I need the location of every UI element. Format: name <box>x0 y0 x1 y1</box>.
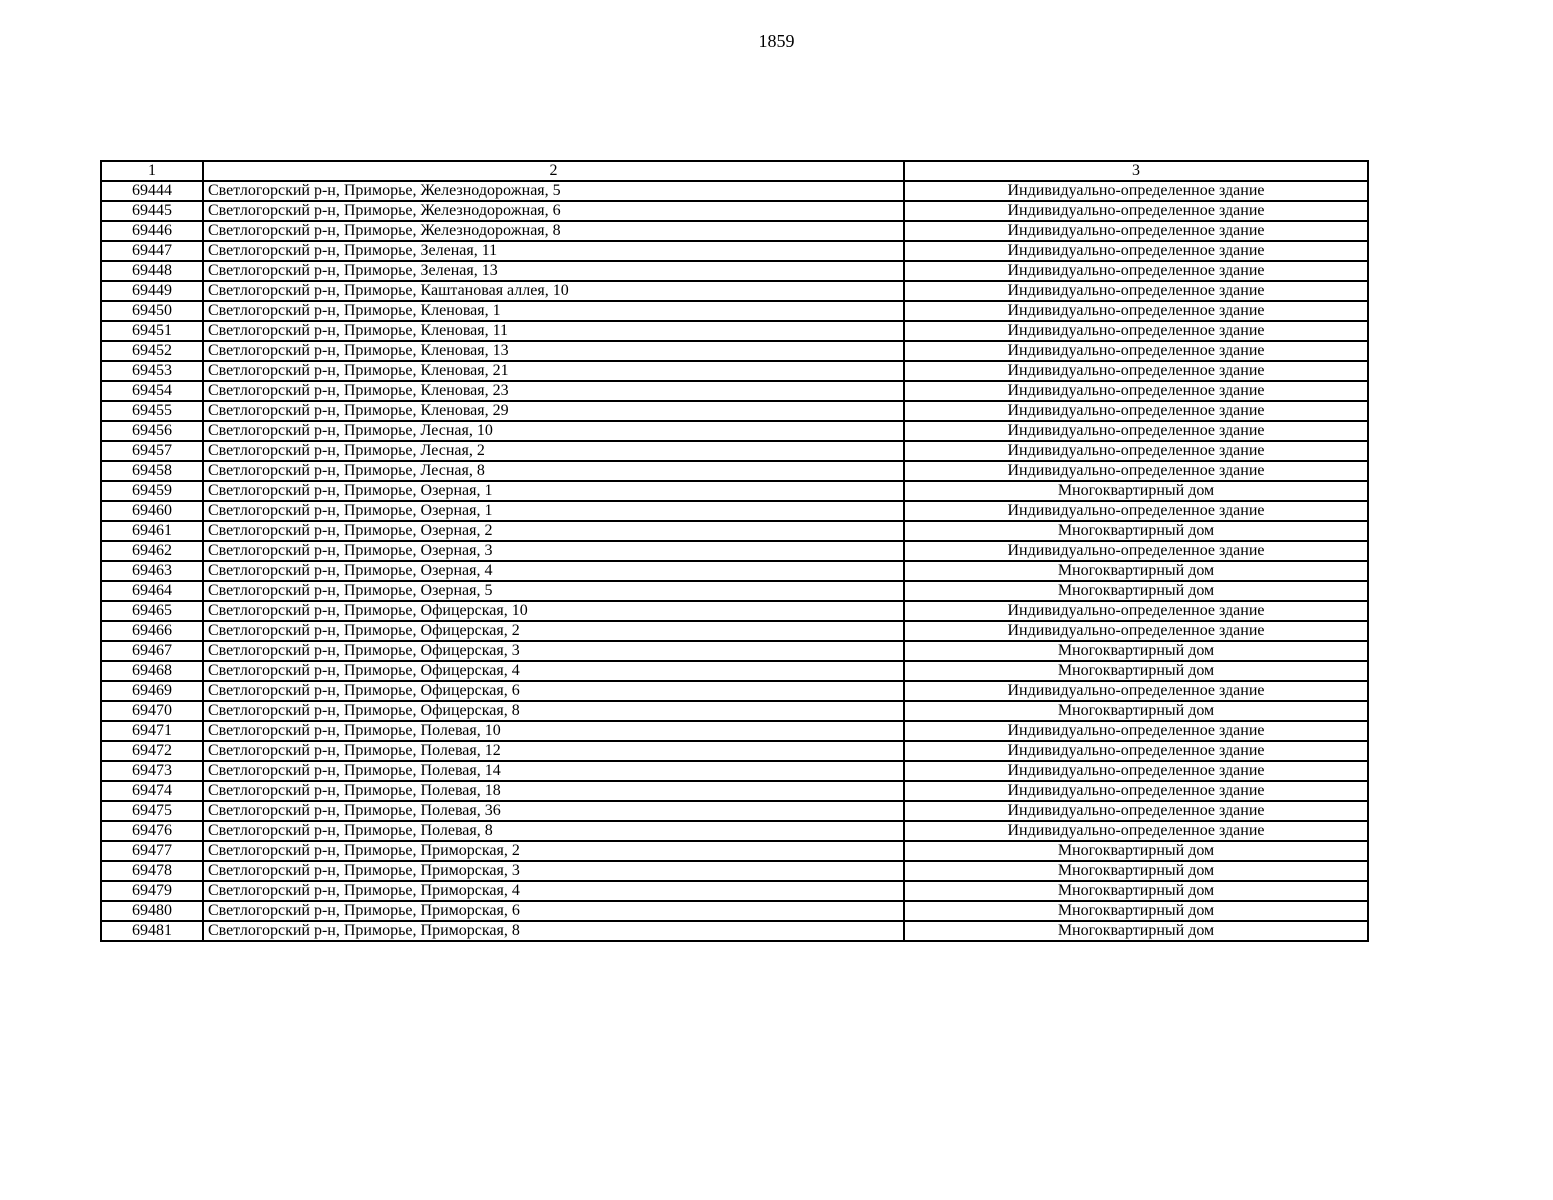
object-type-cell: Индивидуально-определенное здание <box>904 501 1368 521</box>
page-number: 1859 <box>758 31 795 51</box>
object-type-cell: Многоквартирный дом <box>904 581 1368 601</box>
object-type-cell: Индивидуально-определенное здание <box>904 681 1368 701</box>
row-number-cell: 69459 <box>101 481 203 501</box>
table-row <box>101 581 1368 601</box>
row-number-cell: 69448 <box>101 261 203 281</box>
object-type-cell: Индивидуально-определенное здание <box>904 601 1368 621</box>
table-row <box>101 261 1368 281</box>
object-type-cell: Многоквартирный дом <box>904 701 1368 721</box>
table-row <box>101 181 1368 201</box>
registry-table <box>100 160 1369 942</box>
row-number-cell: 69480 <box>101 901 203 921</box>
table-row <box>101 281 1368 301</box>
row-number-cell: 69466 <box>101 621 203 641</box>
object-type-cell: Индивидуально-определенное здание <box>904 821 1368 841</box>
object-type-cell: Индивидуально-определенное здание <box>904 621 1368 641</box>
table-row <box>101 761 1368 781</box>
address-cell: Светлогорский р-н, Приморье, Зеленая, 13 <box>203 261 904 281</box>
column-header-2: 2 <box>203 161 904 181</box>
row-number-cell: 69460 <box>101 501 203 521</box>
address-cell: Светлогорский р-н, Приморье, Офицерская, 4 <box>203 661 904 681</box>
address-cell: Светлогорский р-н, Приморье, Кленовая, 29 <box>203 401 904 421</box>
row-number-cell: 69472 <box>101 741 203 761</box>
row-number-cell: 69468 <box>101 661 203 681</box>
object-type-cell: Индивидуально-определенное здание <box>904 801 1368 821</box>
address-cell: Светлогорский р-н, Приморье, Полевая, 8 <box>203 821 904 841</box>
table-row <box>101 821 1368 841</box>
object-type-cell: Многоквартирный дом <box>904 481 1368 501</box>
object-type-cell: Индивидуально-определенное здание <box>904 241 1368 261</box>
table-row <box>101 901 1368 921</box>
row-number-cell: 69451 <box>101 321 203 341</box>
address-cell: Светлогорский р-н, Приморье, Озерная, 3 <box>203 541 904 561</box>
row-number-cell: 69467 <box>101 641 203 661</box>
row-number-cell: 69478 <box>101 861 203 881</box>
row-number-cell: 69474 <box>101 781 203 801</box>
row-number-cell: 69479 <box>101 881 203 901</box>
table-row <box>101 441 1368 461</box>
row-number-cell: 69452 <box>101 341 203 361</box>
object-type-cell: Многоквартирный дом <box>904 561 1368 581</box>
row-number-cell: 69455 <box>101 401 203 421</box>
address-cell: Светлогорский р-н, Приморье, Офицерская, 10 <box>203 601 904 621</box>
table-row <box>101 301 1368 321</box>
row-number-cell: 69469 <box>101 681 203 701</box>
object-type-cell: Индивидуально-определенное здание <box>904 261 1368 281</box>
table-row <box>101 321 1368 341</box>
row-number-cell: 69464 <box>101 581 203 601</box>
table-row <box>101 461 1368 481</box>
table-row <box>101 541 1368 561</box>
address-cell: Светлогорский р-н, Приморье, Кленовая, 21 <box>203 361 904 381</box>
row-number-cell: 69476 <box>101 821 203 841</box>
row-number-cell: 69449 <box>101 281 203 301</box>
table-row <box>101 861 1368 881</box>
address-cell: Светлогорский р-н, Приморье, Озерная, 1 <box>203 501 904 521</box>
table-row <box>101 601 1368 621</box>
row-number-cell: 69471 <box>101 721 203 741</box>
row-number-cell: 69470 <box>101 701 203 721</box>
table-row <box>101 801 1368 821</box>
column-header-1: 1 <box>101 161 203 181</box>
address-cell: Светлогорский р-н, Приморье, Полевая, 10 <box>203 721 904 741</box>
row-number-cell: 69454 <box>101 381 203 401</box>
row-number-cell: 69481 <box>101 921 203 941</box>
address-cell: Светлогорский р-н, Приморье, Полевая, 18 <box>203 781 904 801</box>
row-number-cell: 69444 <box>101 181 203 201</box>
address-cell: Светлогорский р-н, Приморье, Офицерская, 2 <box>203 621 904 641</box>
address-cell: Светлогорский р-н, Приморье, Кленовая, 23 <box>203 381 904 401</box>
table-header-row <box>101 161 1368 181</box>
table-row <box>101 241 1368 261</box>
object-type-cell: Многоквартирный дом <box>904 841 1368 861</box>
row-number-cell: 69465 <box>101 601 203 621</box>
table-row <box>101 721 1368 741</box>
object-type-cell: Индивидуально-определенное здание <box>904 441 1368 461</box>
object-type-cell: Индивидуально-определенное здание <box>904 461 1368 481</box>
object-type-cell: Индивидуально-определенное здание <box>904 181 1368 201</box>
row-number-cell: 69458 <box>101 461 203 481</box>
object-type-cell: Индивидуально-определенное здание <box>904 221 1368 241</box>
address-cell: Светлогорский р-н, Приморье, Лесная, 10 <box>203 421 904 441</box>
table-row <box>101 501 1368 521</box>
object-type-cell: Индивидуально-определенное здание <box>904 381 1368 401</box>
address-cell: Светлогорский р-н, Приморье, Полевая, 36 <box>203 801 904 821</box>
table-row <box>101 401 1368 421</box>
object-type-cell: Индивидуально-определенное здание <box>904 401 1368 421</box>
table-body <box>101 181 1368 941</box>
address-cell: Светлогорский р-н, Приморье, Полевая, 14 <box>203 761 904 781</box>
table-row <box>101 521 1368 541</box>
address-cell: Светлогорский р-н, Приморье, Офицерская, 6 <box>203 681 904 701</box>
address-cell: Светлогорский р-н, Приморье, Зеленая, 11 <box>203 241 904 261</box>
address-cell: Светлогорский р-н, Приморье, Лесная, 2 <box>203 441 904 461</box>
column-header-3: 3 <box>904 161 1368 181</box>
row-number-cell: 69453 <box>101 361 203 381</box>
table-row <box>101 921 1368 941</box>
object-type-cell: Индивидуально-определенное здание <box>904 281 1368 301</box>
row-number-cell: 69447 <box>101 241 203 261</box>
table-row <box>101 681 1368 701</box>
table-row <box>101 701 1368 721</box>
table-row <box>101 221 1368 241</box>
object-type-cell: Многоквартирный дом <box>904 521 1368 541</box>
table-row <box>101 881 1368 901</box>
table-row <box>101 741 1368 761</box>
address-cell: Светлогорский р-н, Приморье, Железнодорожная, 8 <box>203 221 904 241</box>
object-type-cell: Многоквартирный дом <box>904 641 1368 661</box>
address-cell: Светлогорский р-н, Приморье, Офицерская, 3 <box>203 641 904 661</box>
table-row <box>101 621 1368 641</box>
table-row <box>101 841 1368 861</box>
address-cell: Светлогорский р-н, Приморье, Приморская, 2 <box>203 841 904 861</box>
address-cell: Светлогорский р-н, Приморье, Кленовая, 13 <box>203 341 904 361</box>
table-row <box>101 781 1368 801</box>
row-number-cell: 69473 <box>101 761 203 781</box>
row-number-cell: 69477 <box>101 841 203 861</box>
row-number-cell: 69456 <box>101 421 203 441</box>
address-cell: Светлогорский р-н, Приморье, Лесная, 8 <box>203 461 904 481</box>
object-type-cell: Многоквартирный дом <box>904 921 1368 941</box>
object-type-cell: Многоквартирный дом <box>904 661 1368 681</box>
address-cell: Светлогорский р-н, Приморье, Озерная, 5 <box>203 581 904 601</box>
table-row <box>101 341 1368 361</box>
table-row <box>101 361 1368 381</box>
address-cell: Светлогорский р-н, Приморье, Кленовая, 11 <box>203 321 904 341</box>
object-type-cell: Индивидуально-определенное здание <box>904 341 1368 361</box>
table-row <box>101 421 1368 441</box>
row-number-cell: 69445 <box>101 201 203 221</box>
object-type-cell: Индивидуально-определенное здание <box>904 721 1368 741</box>
table-row <box>101 381 1368 401</box>
address-cell: Светлогорский р-н, Приморье, Приморская, 6 <box>203 901 904 921</box>
address-cell: Светлогорский р-н, Приморье, Озерная, 1 <box>203 481 904 501</box>
row-number-cell: 69450 <box>101 301 203 321</box>
table-row <box>101 481 1368 501</box>
object-type-cell: Индивидуально-определенное здание <box>904 361 1368 381</box>
object-type-cell: Индивидуально-определенное здание <box>904 321 1368 341</box>
row-number-cell: 69461 <box>101 521 203 541</box>
address-cell: Светлогорский р-н, Приморье, Озерная, 4 <box>203 561 904 581</box>
table-row <box>101 201 1368 221</box>
address-cell: Светлогорский р-н, Приморье, Каштановая аллея, 10 <box>203 281 904 301</box>
object-type-cell: Многоквартирный дом <box>904 901 1368 921</box>
address-cell: Светлогорский р-н, Приморье, Кленовая, 1 <box>203 301 904 321</box>
row-number-cell: 69475 <box>101 801 203 821</box>
object-type-cell: Индивидуально-определенное здание <box>904 761 1368 781</box>
object-type-cell: Индивидуально-определенное здание <box>904 741 1368 761</box>
address-cell: Светлогорский р-н, Приморье, Полевая, 12 <box>203 741 904 761</box>
address-cell: Светлогорский р-н, Приморье, Железнодорожная, 6 <box>203 201 904 221</box>
address-cell: Светлогорский р-н, Приморье, Приморская, 4 <box>203 881 904 901</box>
table-row <box>101 561 1368 581</box>
address-cell: Светлогорский р-н, Приморье, Офицерская, 8 <box>203 701 904 721</box>
address-cell: Светлогорский р-н, Приморье, Приморская, 8 <box>203 921 904 941</box>
object-type-cell: Индивидуально-определенное здание <box>904 301 1368 321</box>
object-type-cell: Индивидуально-определенное здание <box>904 541 1368 561</box>
address-cell: Светлогорский р-н, Приморье, Железнодорожная, 5 <box>203 181 904 201</box>
object-type-cell: Многоквартирный дом <box>904 881 1368 901</box>
address-cell: Светлогорский р-н, Приморье, Озерная, 2 <box>203 521 904 541</box>
object-type-cell: Индивидуально-определенное здание <box>904 201 1368 221</box>
object-type-cell: Многоквартирный дом <box>904 861 1368 881</box>
row-number-cell: 69457 <box>101 441 203 461</box>
object-type-cell: Индивидуально-определенное здание <box>904 421 1368 441</box>
row-number-cell: 69446 <box>101 221 203 241</box>
table-row <box>101 641 1368 661</box>
row-number-cell: 69463 <box>101 561 203 581</box>
row-number-cell: 69462 <box>101 541 203 561</box>
object-type-cell: Индивидуально-определенное здание <box>904 781 1368 801</box>
address-cell: Светлогорский р-н, Приморье, Приморская, 3 <box>203 861 904 881</box>
table-row <box>101 661 1368 681</box>
